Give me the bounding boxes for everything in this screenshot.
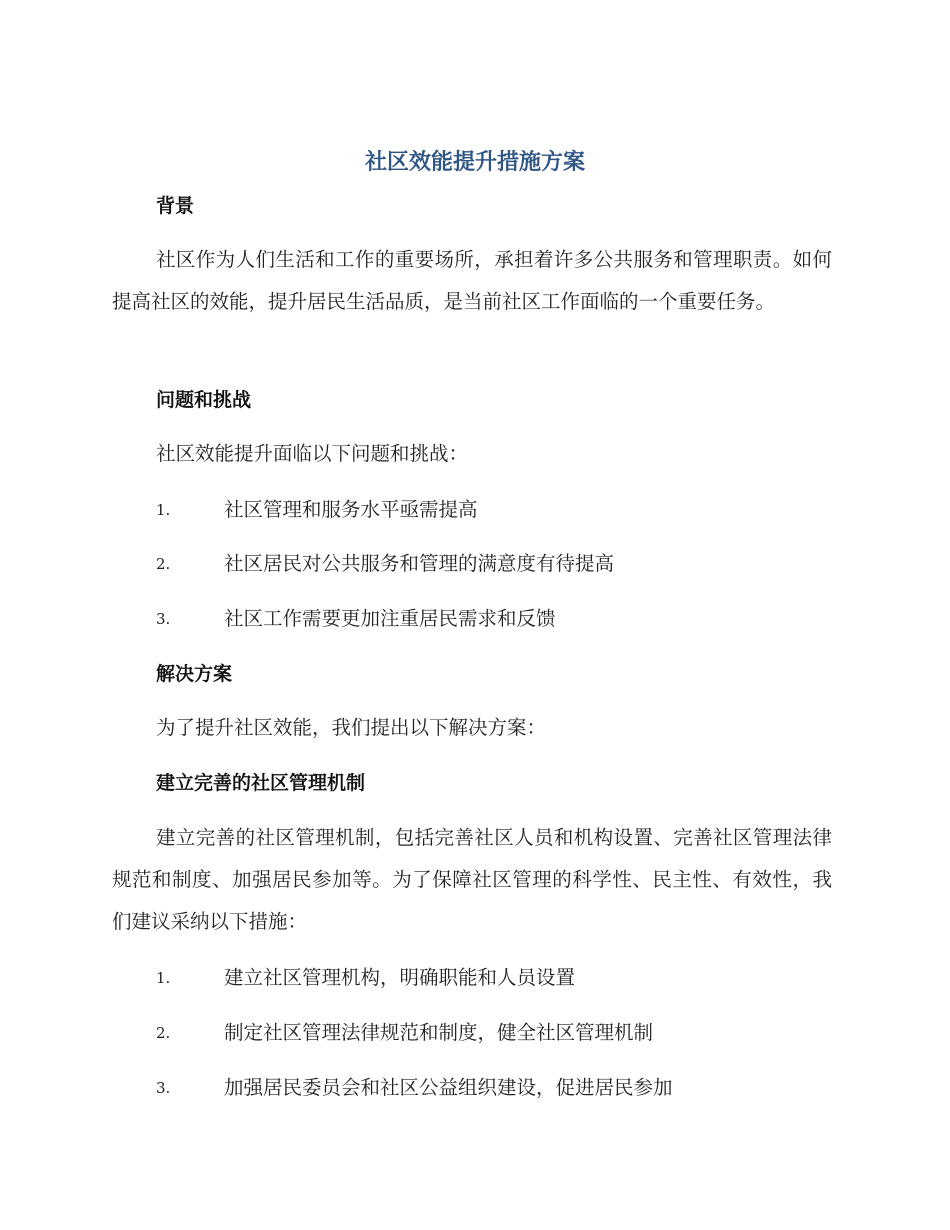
list-item-number: 3. (156, 1079, 171, 1097)
mechanism-paragraph: 建立完善的社区管理机制，包括完善社区人员和机构设置、完善社区管理法律规范和制度、加强居民参加等。为了保障社区管理的科学性、民主性、有效性，我们建议采纳以下措施： (112, 826, 832, 933)
list-item-text: 社区居民对公共服务和管理的满意度有待提高 (224, 552, 615, 575)
list-item-text: 社区工作需要更加注重居民需求和反馈 (224, 607, 556, 630)
list-item-text: 制定社区管理法律规范和制度，健全社区管理机制 (224, 1021, 654, 1044)
list-item (156, 963, 856, 993)
section-heading-problems: 问题和挑战 (156, 389, 252, 411)
list-item-text: 社区管理和服务水平亟需提高 (224, 498, 478, 521)
section-heading-solutions: 解决方案 (156, 663, 233, 685)
list-item-number: 1. (156, 501, 171, 519)
list-item-text: 建立社区管理机构，明确职能和人员设置 (224, 966, 576, 989)
solutions-intro: 为了提升社区效能，我们提出以下解决方案： (156, 716, 547, 739)
list-item-text: 加强居民委员会和社区公益组织建设，促进居民参加 (224, 1076, 673, 1099)
list-item (156, 495, 856, 525)
document-title: 社区效能提升措施方案 (364, 150, 585, 175)
problems-intro: 社区效能提升面临以下问题和挑战： (156, 442, 469, 465)
list-item-number: 2. (156, 1024, 171, 1042)
list-item (156, 1073, 856, 1103)
section-heading-background: 背景 (156, 195, 195, 217)
list-item (156, 604, 856, 634)
list-item-number: 2. (156, 555, 171, 573)
background-paragraph: 社区作为人们生活和工作的重要场所，承担着许多公共服务和管理职责。如何提高社区的效能，提升居民生活品质，是当前社区工作面临的一个重要任务。 (112, 248, 832, 313)
list-item-number: 1. (156, 969, 171, 987)
list-item (156, 549, 856, 579)
list-item (156, 1018, 856, 1048)
section-heading-mechanism: 建立完善的社区管理机制 (156, 772, 366, 794)
list-item-number: 3. (156, 610, 171, 628)
